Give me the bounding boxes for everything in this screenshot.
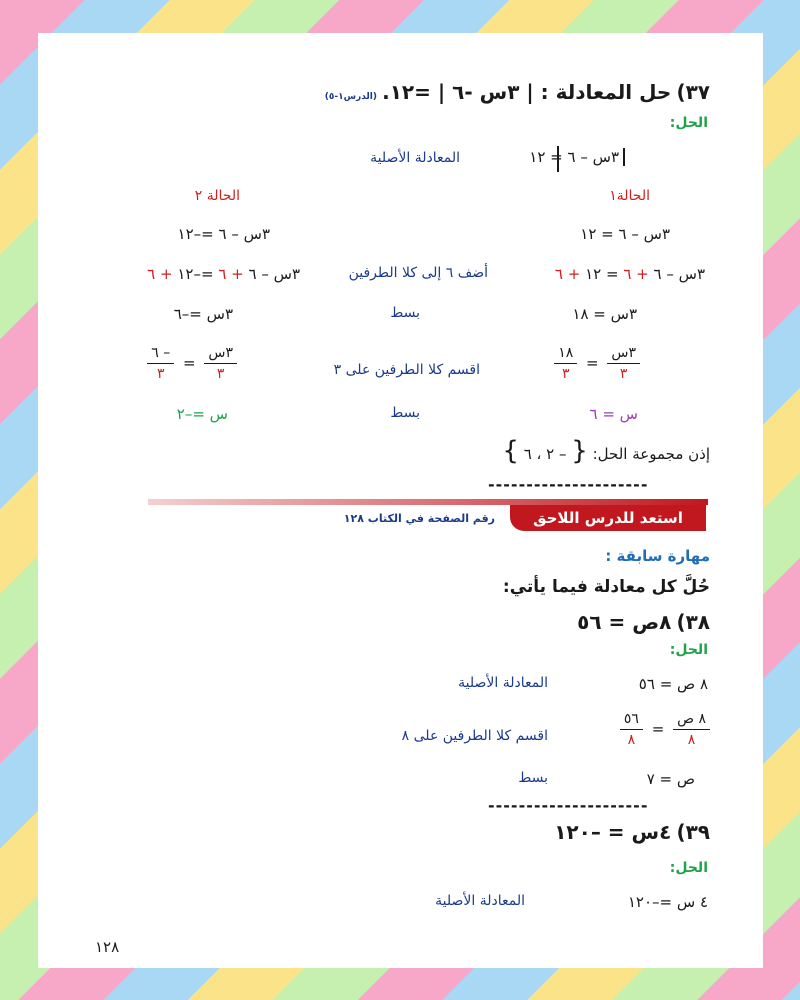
- question-39: [554, 820, 710, 844]
- case-2-step-3: ٣س =–٦: [173, 305, 233, 323]
- q38-step-2: $\frac{\text{٨ ص}}{٨}$ = $\frac{٥٦}{٨}$: [620, 711, 710, 748]
- q38-step-2-note: اقسم كلا الطرفين على ٨: [401, 728, 548, 744]
- brace-icon: }: [502, 436, 519, 466]
- case-1-step-1: ٣س – ٦ = ١٢: [580, 225, 670, 243]
- question-39-text: ٤س = –١٢٠: [554, 820, 672, 844]
- solution-label-38: الحل:: [669, 642, 708, 658]
- q38-step-3-note: بسط: [518, 770, 548, 786]
- case-1-step-2-add: + ٦: [623, 265, 649, 283]
- case-2-step-2-add: + ٦: [147, 265, 173, 283]
- case-2-label: الحالة ٢: [194, 188, 240, 204]
- case-2-step-2: [147, 265, 300, 283]
- case-2-result: س =–٢: [176, 405, 228, 423]
- fraction-numerator: – ٦: [147, 345, 174, 364]
- absolute-bar: [557, 146, 559, 172]
- solution-label-37: الحل:: [669, 115, 708, 131]
- q38-step-1: ٨ ص = ٥٦: [638, 675, 708, 693]
- solution-set-label: إذن مجموعة الحل:: [592, 445, 710, 463]
- case-2-step-2-add: + ٦: [218, 265, 244, 283]
- fraction-denominator: ٨: [627, 732, 636, 748]
- question-38-text: ٨ص = ٥٦: [577, 610, 672, 634]
- solution-set-37: [502, 436, 710, 466]
- step-note-add: أضف ٦ إلى كلا الطرفين: [348, 265, 488, 281]
- fraction-numerator: ٣س: [607, 345, 640, 364]
- case-1-step-4: $\frac{\text{٣س}}{٣}$ = $\frac{١٨}{٣}$: [554, 345, 640, 382]
- original-equation-label-37: المعادلة الأصلية: [370, 150, 460, 166]
- page-number: ١٢٨: [95, 938, 120, 956]
- fraction-denominator: ٣: [619, 366, 628, 382]
- case-2-step-4: $\frac{\text{٣س}}{٣}$ = $\frac{- ٦}{٣}$: [147, 345, 237, 382]
- case-1-step-2: [555, 265, 705, 283]
- case-1-step-3: ٣س = ١٨: [572, 305, 637, 323]
- fraction-numerator: ٣س: [204, 345, 237, 364]
- fraction-denominator: ٣: [156, 366, 165, 382]
- fraction-numerator: ٥٦: [620, 711, 643, 730]
- q39-step-1: ٤ س =–١٢٠: [627, 893, 708, 911]
- question-37: [325, 80, 710, 104]
- question-38-number: ٣٨): [676, 610, 710, 634]
- case-1-step-2-part: ٣س – ٦: [648, 265, 705, 283]
- fraction: [673, 711, 710, 748]
- case-2-step-1: ٣س – ٦ =–١٢: [177, 225, 270, 243]
- fraction: [554, 345, 577, 382]
- question-39-number: ٣٩): [676, 820, 710, 844]
- prior-skill-label: مهارة سابقة :: [605, 547, 710, 565]
- fraction-numerator: ٨ ص: [673, 711, 710, 730]
- fraction-numerator: ١٨: [554, 345, 577, 364]
- q39-step-1-note: المعادلة الأصلية: [435, 893, 525, 909]
- question-38: [577, 610, 710, 634]
- case-1-step-2-add: + ٦: [554, 265, 581, 283]
- step-note-simplify: بسط: [390, 305, 420, 321]
- brace-icon: {: [571, 436, 588, 466]
- fraction-denominator: ٣: [216, 366, 225, 382]
- fraction: [147, 345, 174, 382]
- fraction: [620, 711, 643, 748]
- step-note-simplify-2: بسط: [390, 405, 420, 421]
- instruction-text: حُلَّ كل معادلة فيما يأتي:: [502, 577, 710, 597]
- step-note-divide: اقسم كلا الطرفين على ٣: [333, 362, 480, 378]
- fraction: [204, 345, 237, 382]
- case-1-step-2-part: = ١٢: [580, 265, 624, 283]
- case-1-result: س = ٦: [589, 405, 638, 423]
- fraction-denominator: ٣: [561, 366, 570, 382]
- separator-dashes-2: ---------------------: [488, 796, 649, 815]
- q38-step-3: ص = ٧: [646, 770, 695, 788]
- case-2-step-2-part: ٣س – ٦: [243, 265, 300, 283]
- lesson-reference: (الدرس١-٥): [324, 92, 377, 102]
- fraction: [607, 345, 640, 382]
- q38-step-1-note: المعادلة الأصلية: [458, 675, 548, 691]
- question-37-text: حل المعادلة : | ٣س -٦ | =١٢.: [382, 80, 672, 104]
- case-1-label: الحالة١: [609, 188, 650, 204]
- solution-set-values: – ٢ ، ٦: [523, 445, 567, 463]
- solution-label-39: الحل:: [669, 860, 708, 876]
- case-2-step-2-part: =–١٢: [172, 265, 219, 283]
- original-equation-37: ٣س – ٦ = ١٢: [529, 148, 625, 166]
- separator-dashes-1: ---------------------: [488, 475, 649, 494]
- book-page-ref: رقم الصفحة في الكتاب ١٢٨: [343, 512, 495, 525]
- next-lesson-banner: استعد للدرس اللاحق: [510, 505, 706, 531]
- fraction-denominator: ٨: [687, 732, 696, 748]
- question-37-number: ٣٧): [676, 80, 710, 104]
